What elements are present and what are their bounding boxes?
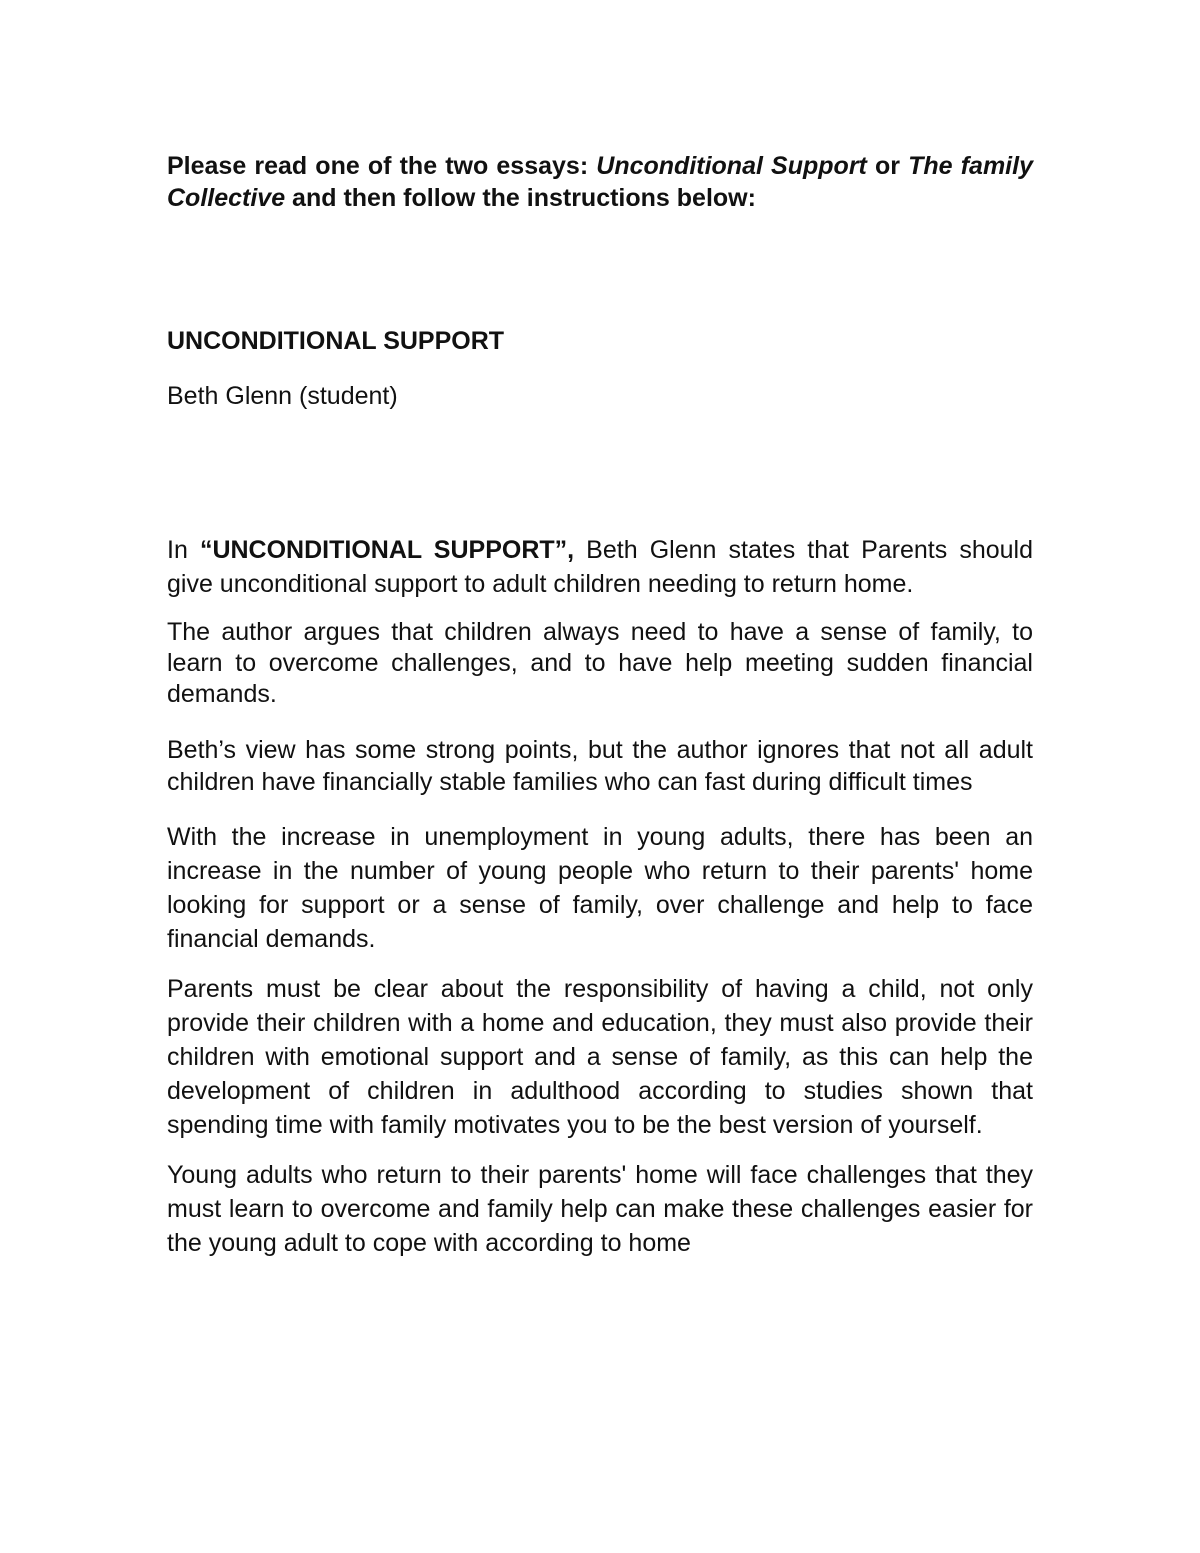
paragraph-lead: In <box>167 536 200 564</box>
essay-title-family-collective: The family Collective <box>167 152 1033 212</box>
paragraph-bold-title: “UNCONDITIONAL SUPPORT”, <box>199 536 575 564</box>
essay-paragraph: Parents must be clear about the responsibility of having a child, not only provide their children with a home and education, they must also provide their children with emotional support and a sense of family, as this can help the development of children in adulthood according to studies shown that spending time with family motivates you to be the best version of yourself. <box>167 975 1033 1139</box>
essay-heading: UNCONDITIONAL SUPPORT <box>167 327 505 355</box>
instructions-text: or <box>866 152 909 180</box>
essay-title-unconditional-support: Unconditional Support <box>596 152 867 180</box>
essay-paragraph: Beth’s view has some strong points, but the author ignores that not all adult children have financially stable families who can fast during difficult times <box>167 736 1033 796</box>
instructions-text: and then follow the instructions below: <box>285 184 756 212</box>
essay-paragraph: With the increase in unemployment in young adults, there has been an increase in the number of young people who return to their parents' home looking for support or a sense of family, over challenge and help to face financial demands. <box>167 823 1033 953</box>
essay-paragraph: The author argues that children always need to have a sense of family, to learn to overcome challenges, and to have help meeting sudden financial demands. <box>167 618 1033 708</box>
essay-body <box>167 533 1033 1260</box>
instructions-paragraph <box>167 150 1033 214</box>
essay-author: Beth Glenn (student) <box>167 382 398 410</box>
document-page <box>167 150 1034 1257</box>
paragraph-text: Beth Glenn states that Parents should give unconditional support to adult children needing to return home. <box>167 536 1034 598</box>
instructions-text: Please read one of the two essays: <box>167 152 597 180</box>
essay-paragraph <box>167 533 1033 601</box>
essay-paragraph: Young adults who return to their parents' home will face challenges that they must learn to overcome and family help can make these challenges easier for the young adult to cope with according to home <box>167 1161 1033 1257</box>
